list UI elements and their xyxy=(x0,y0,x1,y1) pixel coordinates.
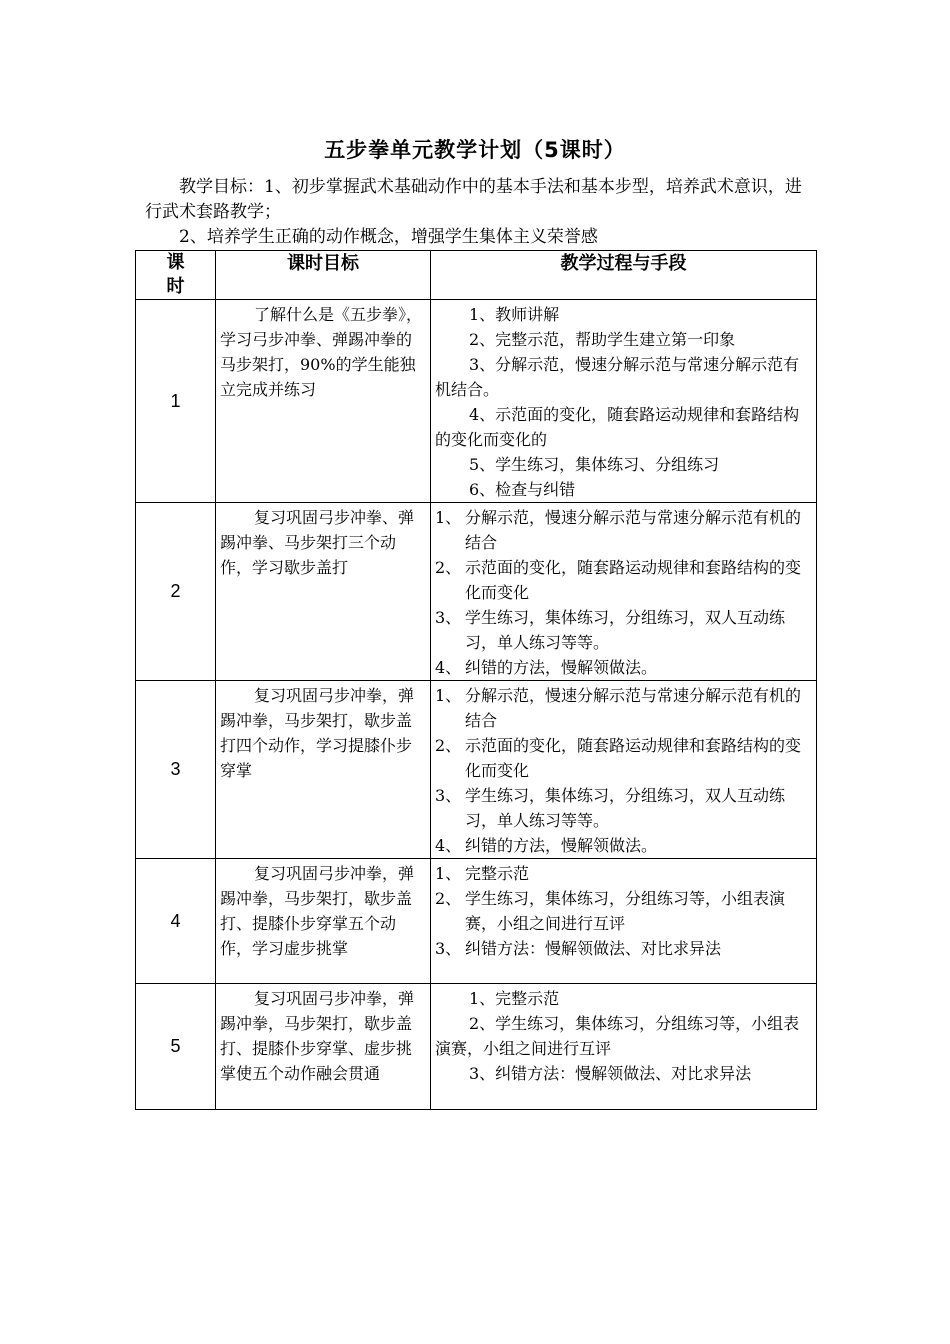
process-step xyxy=(435,733,812,783)
process-step xyxy=(435,605,812,655)
lesson-goal: 复习巩固弓步冲拳、弹踢冲拳、马步架打三个动作，学习歇步盖打 xyxy=(216,503,431,681)
lesson-number: 5 xyxy=(136,984,216,1110)
lesson-number: 4 xyxy=(136,859,216,984)
process-step: 4、示范面的变化，随套路运动规律和套路结构的变化而变化的 xyxy=(435,405,800,449)
step-text: 纠错的方法，慢解领做法。 xyxy=(465,836,658,855)
header-process: 教学过程与手段 xyxy=(431,251,817,300)
header-goal: 课时目标 xyxy=(216,251,431,300)
step-number: 3、 xyxy=(435,786,462,805)
lesson-process xyxy=(431,859,817,984)
step-text: 学生练习，集体练习，分组练习，双人互动练习，单人练习等等。 xyxy=(465,608,786,652)
lesson-goal: 了解什么是《五步拳》，学习弓步冲拳、弹踢冲拳的马步架打，90%的学生能独立完成并练习 xyxy=(216,300,431,503)
step-text: 分解示范，慢速分解示范与常速分解示范有机的结合 xyxy=(465,508,802,552)
step-text: 示范面的变化，随套路运动规律和套路结构的变化而变化 xyxy=(465,736,802,780)
process-step: 1、教师讲解 xyxy=(469,305,560,324)
process-step xyxy=(435,936,812,961)
table-row xyxy=(136,681,817,859)
step-number: 3、 xyxy=(435,939,462,958)
process-step xyxy=(435,886,812,936)
lesson-number: 2 xyxy=(136,503,216,681)
step-text: 学生练习，集体练习，分组练习，双人互动练习，单人练习等等。 xyxy=(465,786,786,830)
process-step xyxy=(435,861,812,886)
document-title: 五步拳单元教学计划（5课时） xyxy=(324,138,626,162)
process-step: 6、检查与纠错 xyxy=(469,480,576,499)
process-step xyxy=(435,505,812,555)
step-text: 分解示范，慢速分解示范与常速分解示范有机的结合 xyxy=(465,686,802,730)
step-text: 完整示范 xyxy=(465,864,530,883)
step-number: 3、 xyxy=(435,608,462,627)
lesson-goal: 复习巩固弓步冲拳，弹踢冲拳，马步架打，歇步盖打、提膝仆步穿掌五个动作，学习虚步挑掌 xyxy=(216,859,431,984)
lesson-process xyxy=(431,681,817,859)
step-text: 纠错的方法，慢解领做法。 xyxy=(465,658,658,677)
lesson-goal: 复习巩固弓步冲拳，弹踢冲拳，马步架打，歇步盖打四个动作，学习提膝仆步穿掌 xyxy=(216,681,431,859)
goal-line-2: 2、培养学生正确的动作概念，增强学生集体主义荣誉感 xyxy=(179,227,598,247)
process-step: 2、学生练习，集体练习，分组练习等，小组表演赛，小组之间进行互评 xyxy=(435,1014,800,1058)
step-text: 学生练习，集体练习，分组练习等，小组表演赛，小组之间进行互评 xyxy=(465,889,786,933)
process-step xyxy=(435,683,812,733)
process-step: 1、完整示范 xyxy=(469,989,560,1008)
step-number: 1、 xyxy=(435,686,462,705)
lesson-process xyxy=(431,300,817,503)
lesson-process xyxy=(431,503,817,681)
step-number: 4、 xyxy=(435,836,462,855)
process-step xyxy=(435,833,812,858)
teaching-goals xyxy=(145,175,815,250)
table-row xyxy=(136,984,817,1110)
step-number: 2、 xyxy=(435,736,462,755)
lesson-plan-table xyxy=(135,250,817,1110)
step-text: 示范面的变化，随套路运动规律和套路结构的变化而变化 xyxy=(465,558,802,602)
header-lesson: 课时 xyxy=(136,251,216,300)
table-row xyxy=(136,859,817,984)
lesson-number: 1 xyxy=(136,300,216,503)
table-row xyxy=(136,503,817,681)
step-number: 2、 xyxy=(435,889,462,908)
process-step: 5、学生练习，集体练习、分组练习 xyxy=(469,455,720,474)
lesson-number: 3 xyxy=(136,681,216,859)
process-step: 3、分解示范，慢速分解示范与常速分解示范有机结合。 xyxy=(435,355,800,399)
lesson-process xyxy=(431,984,817,1110)
table-row xyxy=(136,300,817,503)
step-number: 4、 xyxy=(435,658,462,677)
process-step: 2、完整示范，帮助学生建立第一印象 xyxy=(469,330,736,349)
table-header-row xyxy=(136,251,817,300)
step-number: 1、 xyxy=(435,864,462,883)
lesson-goal: 复习巩固弓步冲拳，弹踢冲拳，马步架打，歇步盖打、提膝仆步穿掌、虚步挑掌使五个动作融会贯通 xyxy=(216,984,431,1110)
step-text: 纠错方法：慢解领做法、对比求异法 xyxy=(465,939,722,958)
goal-line-1: 教学目标：1、初步掌握武术基础动作中的基本手法和基本步型，培养武术意识，进行武术套路教学； xyxy=(145,177,802,222)
process-step: 3、纠错方法：慢解领做法、对比求异法 xyxy=(469,1064,752,1083)
process-step xyxy=(435,655,812,680)
process-step xyxy=(435,555,812,605)
step-number: 1、 xyxy=(435,508,462,527)
step-number: 2、 xyxy=(435,558,462,577)
process-step xyxy=(435,783,812,833)
